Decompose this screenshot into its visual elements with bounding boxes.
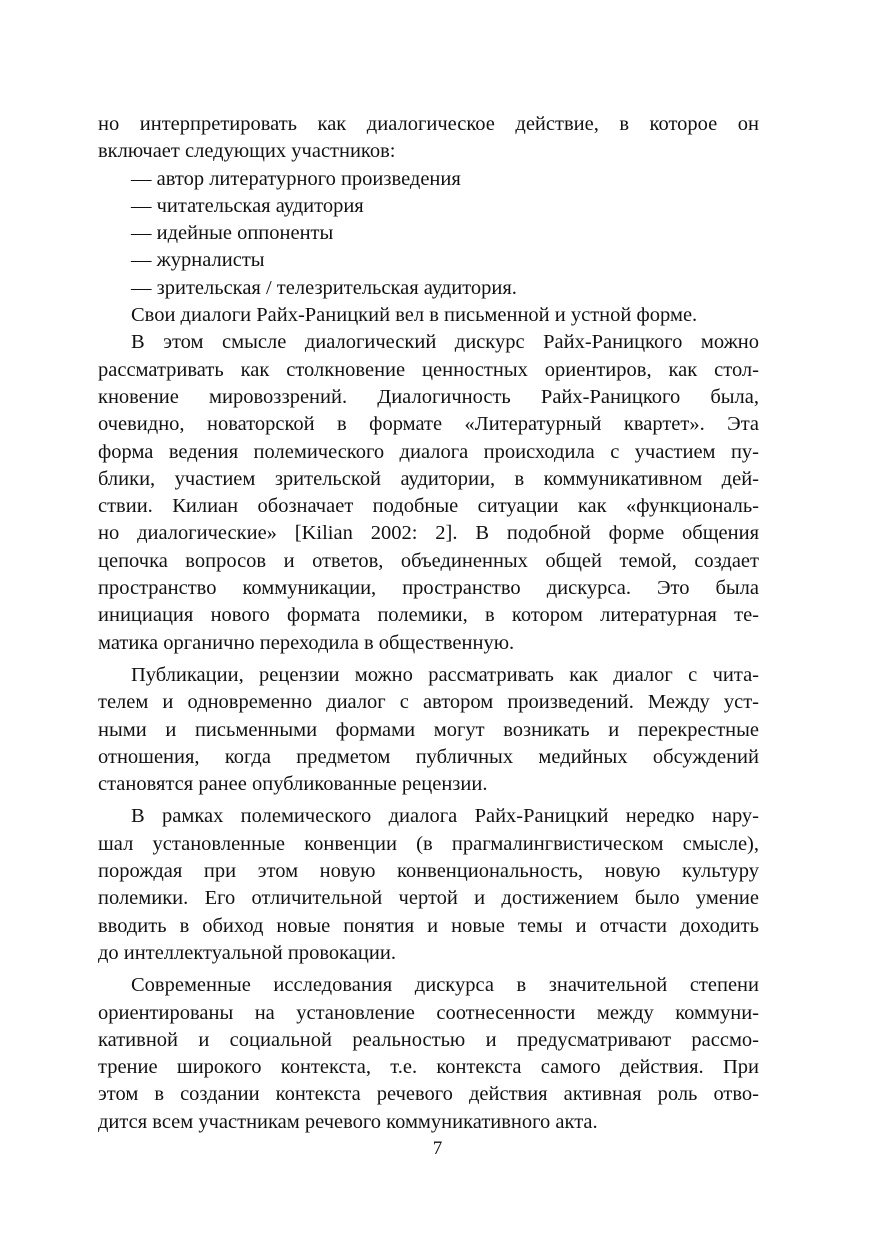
text-line: очевидно, новаторской в формате «Литературный квартет». Эта: [98, 413, 759, 436]
text-line: рассматривать как столкновение ценностных ориентиров, как стол-: [98, 358, 759, 381]
text-line: инициация нового формата полемики, в котором литературная те-: [98, 604, 759, 627]
text-line: Публикации, рецензии можно рассматривать как диалог с чита-: [131, 663, 759, 686]
text-line: кативной и социальной реальностью и предусматривают рассмо-: [98, 1028, 759, 1051]
text-line: ствии. Килиан обозначает подобные ситуации как «функциональ-: [98, 495, 759, 518]
text-line: включает следующих участников:: [98, 140, 396, 163]
text-line: кновение мировоззрений. Диалогичность Райх-Раницкого была,: [98, 385, 759, 408]
text-line: В этом смысле диалогический дискурс Райх-Раницкого можно: [131, 331, 759, 354]
text-line: но интерпретировать как диалогическое действие, в которое он: [98, 113, 759, 135]
text-line: ориентированы на установление соотнесенности между коммуни-: [98, 1001, 759, 1024]
text-line: Современные исследования дискурса в значительной степени: [131, 974, 759, 997]
text-line: вводить в обиход новые понятия и новые темы и отчасти доходить: [98, 914, 759, 937]
paragraph-conventions: [98, 803, 759, 967]
paragraph-publications: [98, 662, 759, 798]
paragraph-forms: [98, 302, 759, 329]
text-line: телем и одновременно диалог с автором произведений. Между уст-: [98, 691, 759, 714]
text-line: форма ведения полемического диалога происходила с участием пу-: [98, 440, 759, 463]
list-item: — автор литературного произведения: [131, 167, 461, 190]
text-line: порождая при этом новую конвенциональность, новую культуру: [98, 860, 759, 883]
text-line: становятся ранее опубликованные рецензии.: [98, 773, 488, 796]
text-line: но диалогические» [Kilian 2002: 2]. В подобной форме общения: [98, 522, 759, 545]
text-line: шал установленные конвенции (в прагмалингвистическом смысле),: [98, 832, 759, 855]
text-line: цепочка вопросов и ответов, объединенных общей темой, создает: [98, 549, 759, 572]
participants-list: [98, 166, 759, 302]
page-body: [98, 111, 759, 1136]
text-line: В рамках полемического диалога Райх-Раницкий нередко нару-: [131, 805, 759, 828]
text-line: дится всем участникам речевого коммуникативного акта.: [98, 1110, 598, 1133]
text-line: отношения, когда предметом публичных медийных обсуждений: [98, 745, 759, 768]
paragraph-discourse: [98, 329, 759, 657]
list-item: — читательская аудитория: [131, 194, 364, 217]
text-line: до интеллектуальной провокации.: [98, 941, 396, 964]
paragraph-research: [98, 972, 759, 1136]
text-line: блики, участием зрительской аудитории, в коммуникативном дей-: [98, 467, 759, 490]
list-item: — идейные оппоненты: [131, 222, 334, 245]
text-line: Свои диалоги Райх-Раницкий вел в письменной и устной форме.: [131, 304, 698, 327]
text-line: трение широкого контекста, т.е. контекста самого действия. При: [98, 1056, 759, 1079]
text-line: матика органично переходила в общественную.: [98, 631, 515, 654]
list-item: — зрительская / телезрительская аудитория.: [131, 276, 517, 299]
text-line: полемики. Его отличительной чертой и достижением было умение: [98, 887, 759, 910]
list-item: — журналисты: [131, 249, 265, 272]
paragraph-intro: [98, 111, 759, 166]
page-number: 7: [432, 1138, 443, 1159]
text-line: ными и письменными формами могут возникать и перекрестные: [98, 718, 759, 741]
text-line: этом в создании контекста речевого действия активная роль отво-: [98, 1083, 759, 1106]
text-line: пространство коммуникации, пространство дискурса. Это была: [98, 577, 759, 600]
